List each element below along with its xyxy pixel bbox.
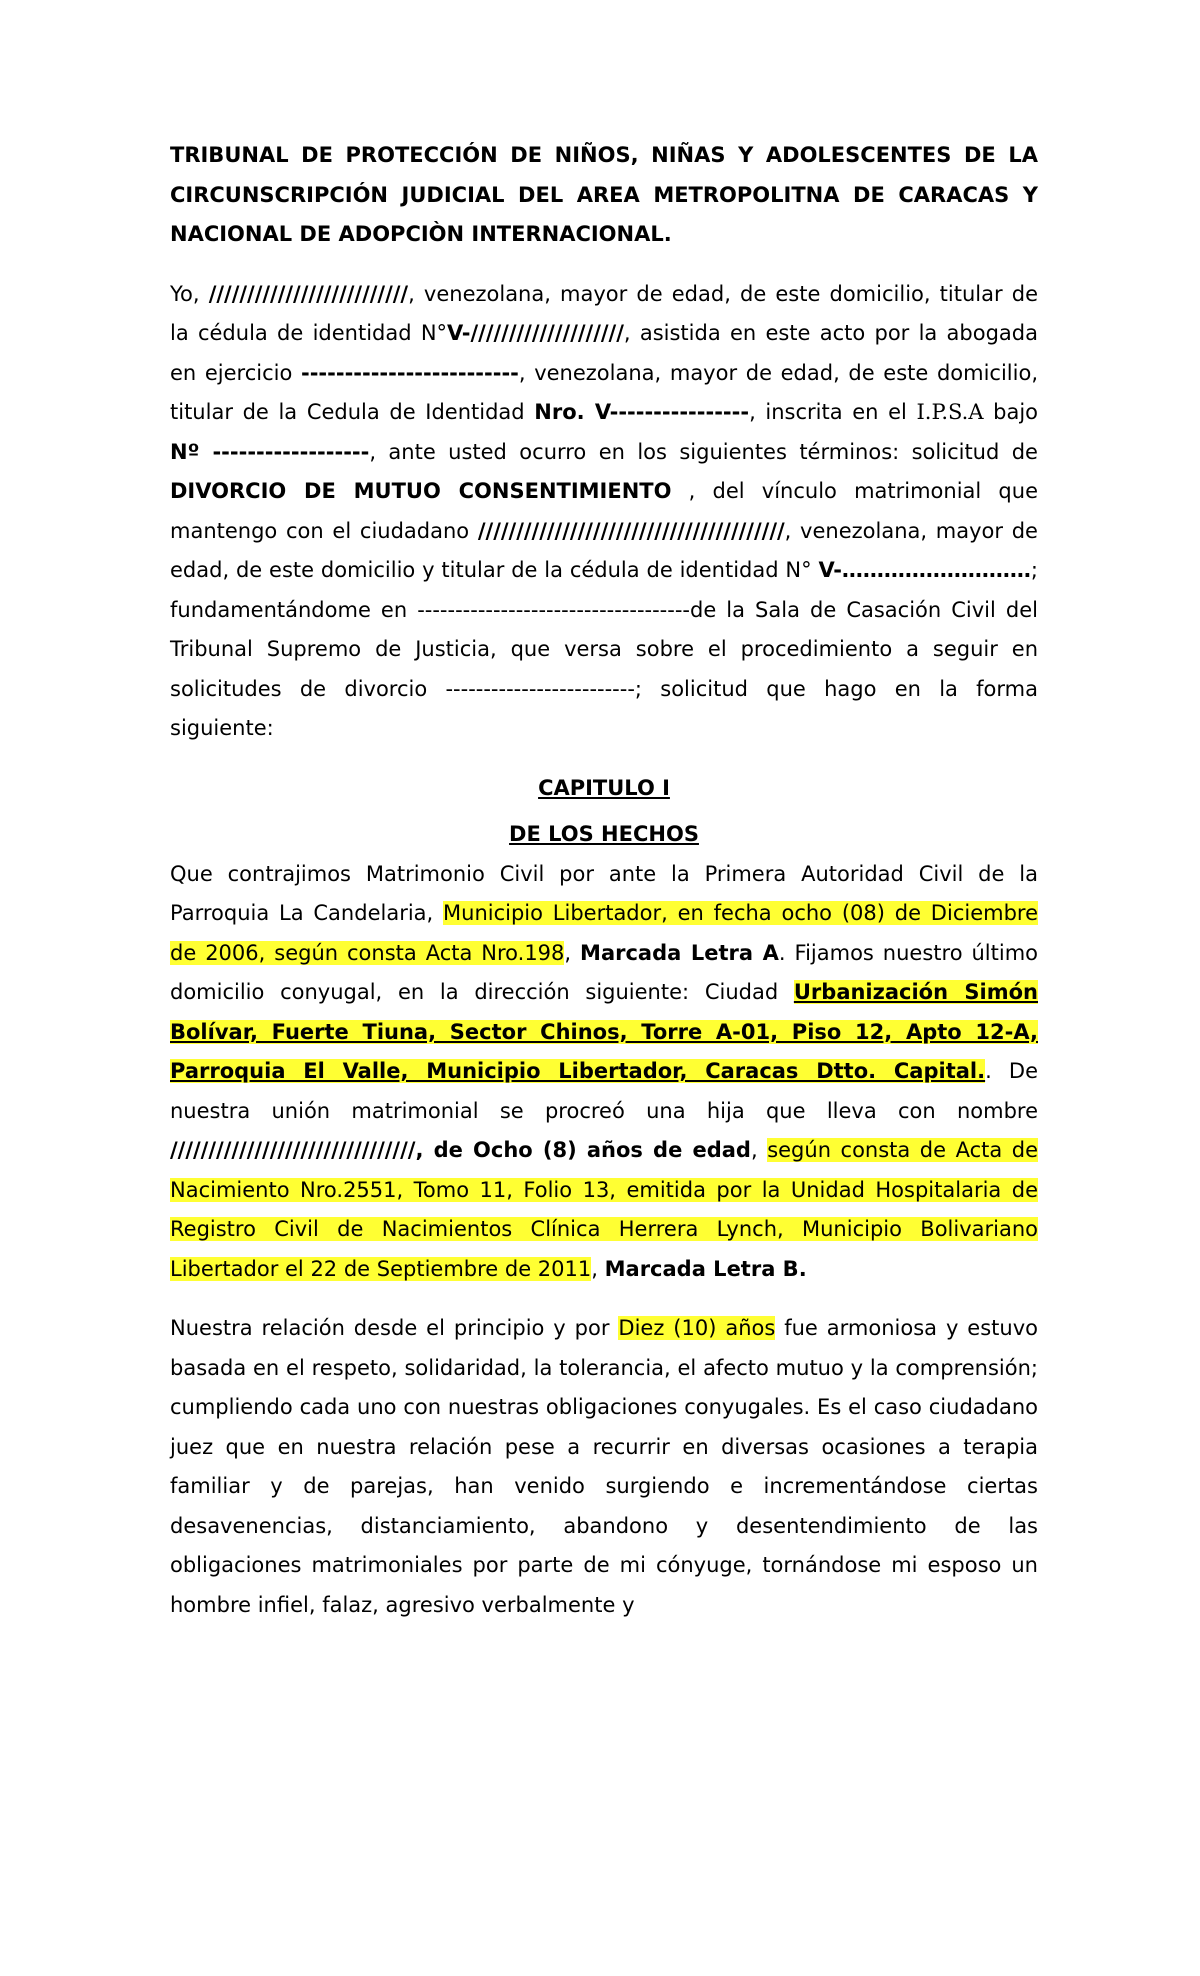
spouse-id-redacted: V-……………………… [818,558,1031,582]
petitioner-name-redacted: ////////////////////////// [208,281,409,306]
facts-text: , [564,940,581,965]
intro-text: Yo, [170,281,209,306]
facts-text: Que contrajimos Matrimonio Civil por ante la Primera Autoridad Civil de la Parroquia La Candelaria, [170,861,1038,925]
exhibit-a-label: Marcada Letra A [580,940,779,965]
intro-text: , inscrita en el [749,400,917,424]
child-name-redacted: ////////////////////////////////, de Ocho (8) años de edad [170,1138,751,1162]
intro-text: ; fundamentándome en ------------------------------------de la Sala de Casación Civil del Tribunal Supremo de Justicia, que versa sobre el procedimiento a seguir en solicitudes de divorcio -------------------------; solicitud que hago en la forma siguiente: [170,558,1038,740]
document-body [170,136,1038,1625]
intro-text: , asistida en este acto por la abogada en ejercicio [170,321,1038,385]
court-heading: TRIBUNAL DE PROTECCIÓN DE NIÑOS, NIÑAS Y ADOLESCENTES DE LA CIRCUNSCRIPCIÓN JUDICIAL DEL AREA METROPOLITNA DE CARACAS Y NACIONAL DE ADOPCIÒN INTERNACIONAL. [170,143,1038,246]
request-type: DIVORCIO DE MUTUO CONSENTIMIENTO [170,479,672,503]
intro-text: , venezolana, mayor de edad, de este domicilio, titular de la cédula de identidad N° [170,281,1038,345]
chapter-title: CAPITULO I [538,775,670,800]
relation-paragraph [170,1309,1038,1625]
marriage-record-highlight: Municipio Libertador, en fecha ocho (08) de Diciembre de 2006, según consta Acta Nro.198 [170,901,1038,965]
chapter-subtitle: DE LOS HECHOS [509,822,699,846]
facts-paragraph [170,855,1038,1290]
facts-text: , [750,1138,768,1162]
facts-text: , [591,1256,605,1281]
intro-text: , venezolana, mayor de edad, de este domicilio, titular de la Cedula de Identidad [170,360,1038,424]
birth-record-highlight: según consta de Acta de Nacimiento Nro.2551, Tomo 11, Folio 13, emitida por la Unidad Hospitalaria de Registro Civil de Nacimientos Clínica Herrera Lynch, Municipio Bolivariano Libertador el 22 de Septiembre de 2011 [170,1138,1039,1281]
petitioner-id-redacted: V-//////////////////// [447,321,624,345]
ipsa-label: I.P.S.A [916,400,984,424]
intro-text: bajo [983,400,1039,424]
exhibit-b-label: Marcada Letra B. [604,1256,807,1281]
intro-text: , ante usted ocurro en los siguientes términos: solicitud de [369,439,1038,464]
lawyer-id-redacted: Nro. V---------------- [534,400,750,424]
relation-text: Nuestra relación desde el principio y por [170,1316,619,1340]
years-highlight: Diez (10) años [618,1316,776,1340]
intro-paragraph [170,275,1038,749]
address-highlight: Urbanización Simón Bolívar, Fuerte Tiuna, Sector Chinos, Torre A-01, Piso 12, Apto 12-A, Parroquia El Valle, Municipio Libertador, Caracas Dtto. Capital. [170,980,1038,1083]
spouse-name-redacted: //////////////////////////////////////// [477,518,785,543]
intro-text: , venezolana, mayor de edad, de este domicilio y titular de la cédula de identidad N° [170,518,1038,582]
relation-text: fue armoniosa y estuvo basada en el respeto, solidaridad, la tolerancia, el afecto mutuo y la comprensión; cumpliendo cada uno con nuestras obligaciones conyugales. Es el caso ciudadano juez que en nuestra relación pese a recurrir en diversas ocasiones a terapia familiar y de parejas, han venido surgiendo e incrementándose ciertas desavenencias, distanciamiento, abandono y desentendimiento de las obligaciones matrimoniales por parte de mi cónyuge, tornándose mi esposo un hombre infiel, falaz, agresivo verbalmente y [170,1316,1038,1617]
facts-text: . Fijamos nuestro último domicilio conyugal, en la dirección siguiente: Ciudad [170,940,1038,1004]
intro-text: , del vínculo matrimonial que mantengo con el ciudadano [170,479,1038,543]
ipsa-number-redacted: Nº ------------------ [170,439,370,464]
facts-text: . De nuestra unión matrimonial se procreó una hija que lleva con nombre [170,1059,1038,1123]
lawyer-name-redacted: ------------------------- [300,360,519,385]
